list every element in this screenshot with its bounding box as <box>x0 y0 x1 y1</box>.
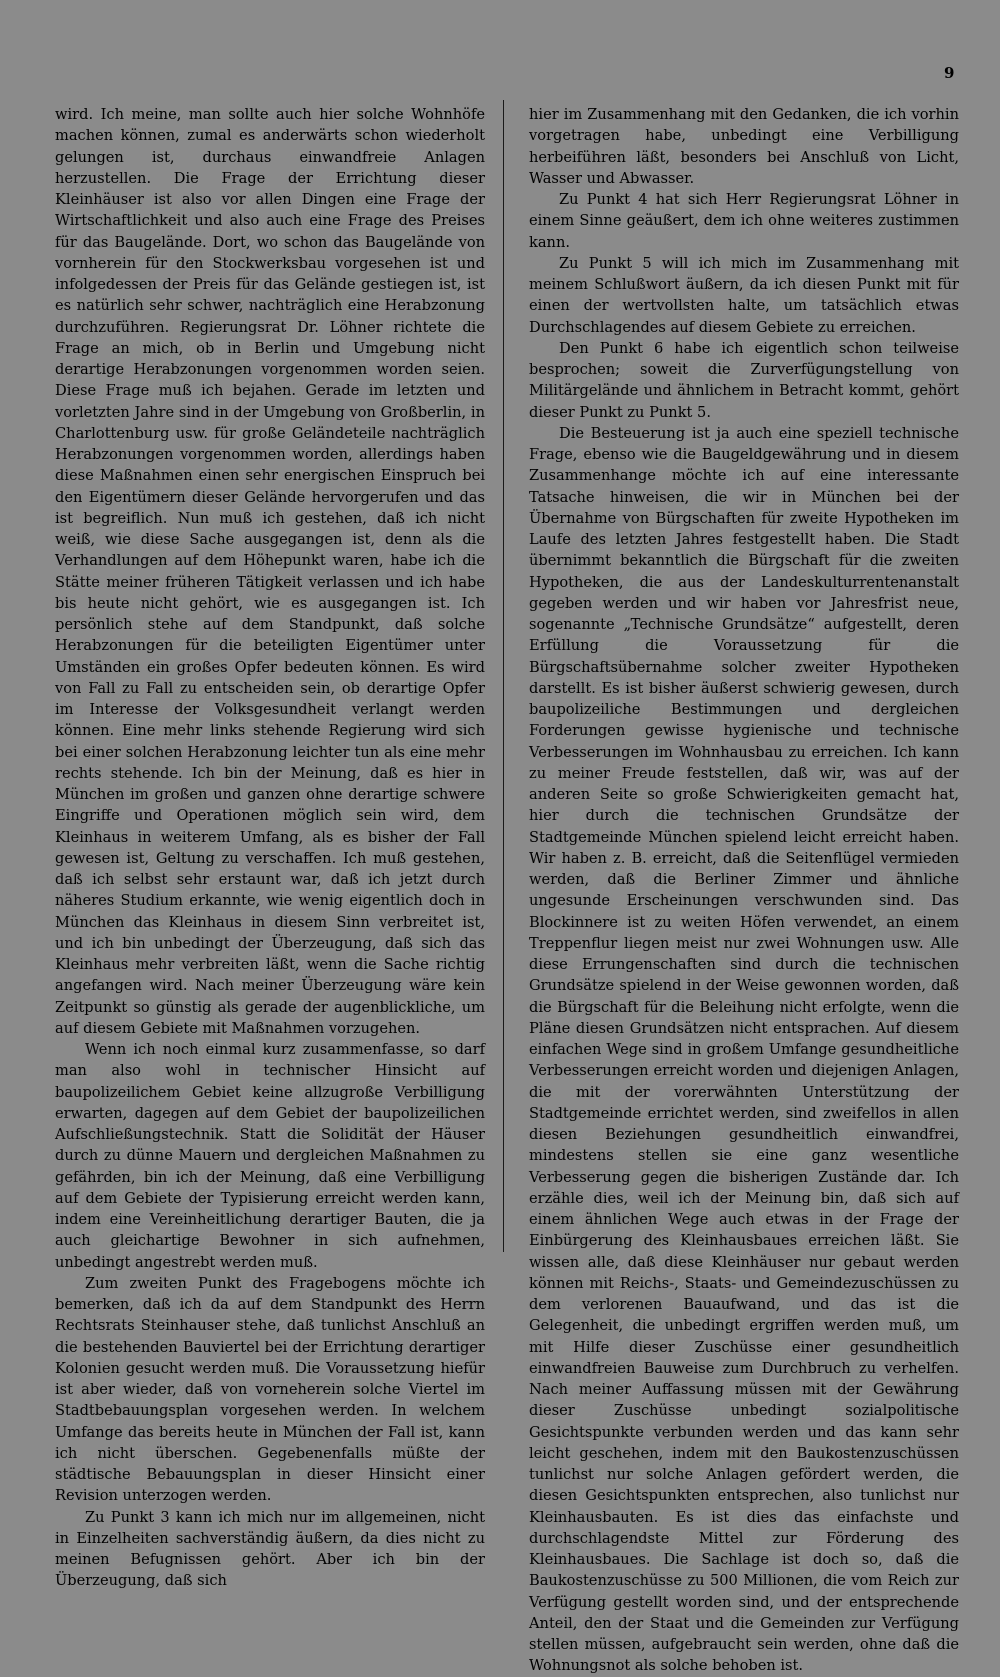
paragraph: Die Besteuerung ist ja auch eine speziell technische Frage, ebenso wie die Baugeldgewährung und in diesem Zusammenhange möchte ich auf eine interessante Tatsache hinweisen, die wir in München bei der Übernahme von Bürgschaften für zweite Hypotheken im Laufe des letzten Jahres festgestellt haben. Die Stadt übernimmt bekanntlich die Bürgschaft für die zweiten Hypotheken, die aus der Landeskulturrentenanstalt gegeben werden und wir haben vor Jahresfrist neue, sogenannte „Technische Grundsätze“ aufgestellt, deren Erfüllung die Voraussetzung für die Bürgschaftsübernahme solcher zweiter Hypotheken darstellt. Es ist bisher äußerst schwierig gewesen, durch baupolizeiliche Bestimmungen und dergleichen Forderungen gewisse hygienische und technische Verbesserungen im Wohnhausbau zu erreichen. Ich kann zu meiner Freude feststellen, daß wir, was auf der anderen Seite so große Schwierigkeiten gemacht hat, hier durch die technischen Grundsätze der Stadtgemeinde München spielend leicht erreicht haben. Wir haben z. B. erreicht, daß die Seitenflügel vermieden werden, daß die Berliner Zimmer und ähnliche ungesunde Erscheinungen verschwunden sind. Das Blockinnere ist zu weiten Höfen verwendet, an einem Treppenflur liegen meist nur zwei Wohnungen usw. Alle diese Errungenschaften sind durch die technischen Grundsätze spielend in der Weise gewonnen worden, daß die Bürgschaft für die Beleihung nicht erfolgte, wenn die Pläne diesen Grundsätzen nicht entsprachen. Auf diesem einfachen Wege sind in großem Umfange gesundheitliche Verbesserungen erreicht worden und diejenigen Anlagen, die mit der vorerwähnten Unterstützung der Stadtgemeinde errichtet werden, sind zweifellos in allen diesen Beziehungen gesundheitlich einwandfrei, mindestens stellen sie eine ganz wesentliche Verbesserung gegen die bisherigen Zustände dar. Ich erzähle dies, weil ich der Meinung bin, daß sich auf einem ähnlichen Wege auch etwas in der Frage der Einbürgerung des Kleinhausbaues erreichen läßt. Sie wissen alle, daß diese Kleinhäuser nur gebaut werden können mit Reichs-, Staats- und Gemeindezuschüssen zu dem verlorenen Bauaufwand, und das ist die Gelegenheit, die unbedingt ergriffen werden muß, um mit Hilfe dieser Zuschüsse einer gesundheitlich einwandfreien Bauweise zum Durchbruch zu verhelfen. Nach meiner Auffassung müssen mit der Gewährung dieser Zuschüsse unbedingt sozialpolitische Gesichtspunkte verbunden werden und das kann sehr leicht geschehen, indem mit den Baukostenzuschüssen tunlichst nur solche Anlagen gefördert werden, die diesen Gesichtspunkten entsprechen, also tunlichst nur Kleinhausbauten. Es ist dies das einfachste und durchschlagendste Mittel zur Förderung des Kleinhausbaues. Die Sachlage ist doch so, daß die Baukostenzuschüsse zu 500 Millionen, die vom Reich zur Verfügung gestellt worden sind, und der entsprechende Anteil, den der Staat und die Gemeinden zur Verfügung stellen müssen, aufgebraucht sein werden, ohne daß die Wohnungsnot als solche behoben ist. <box>529 424 959 1675</box>
column-divider <box>503 100 504 1252</box>
right-column <box>529 104 959 1677</box>
page-number: 9 <box>944 64 955 82</box>
paragraph: hier im Zusammenhang mit den Gedanken, die ich vorhin vorgetragen habe, unbedingt eine Verbilligung herbeiführen läßt, besonders bei Anschluß von Licht, Wasser und Abwasser. <box>529 106 959 187</box>
left-column <box>55 104 485 1592</box>
paragraph: Zu Punkt 4 hat sich Herr Regierungsrat Löhner in einem Sinne geäußert, dem ich ohne weiteres zustimmen kann. <box>529 191 959 251</box>
paragraph: wird. Ich meine, man sollte auch hier solche Wohnhöfe machen können, zumal es anderwärts schon wiederholt gelungen ist, durchaus einwandfreie Anlagen herzustellen. Die Frage der Errichtung dieser Kleinhäuser ist also vor allen Dingen eine Frage der Wirtschaftlichkeit und also auch eine Frage des Preises für das Baugelände. Dort, wo schon das Baugelände von vornherein für den Stockwerksbau vorgesehen ist und infolgedessen der Preis für das Gelände gestiegen ist, ist es natürlich sehr schwer, nachträglich eine Herabzonung durchzuführen. Regierungsrat Dr. Löhner richtete die Frage an mich, ob in Berlin und Umgebung nicht derartige Herabzonungen vorgenommen worden seien. Diese Frage muß ich bejahen. Gerade im letzten und vorletzten Jahre sind in der Umgebung von Großberlin, in Charlottenburg usw. für große Geländeteile nachträglich Herabzonungen vorgenommen worden, allerdings haben diese Maßnahmen einen sehr energischen Einspruch bei den Eigentümern dieser Gelände hervorgerufen und das ist begreiflich. Nun muß ich gestehen, daß ich nicht weiß, wie diese Sache ausgegangen ist, denn als die Verhandlungen auf dem Höhepunkt waren, habe ich die Stätte meiner früheren Tätigkeit verlassen und ich habe bis heute nicht gehört, wie es ausgegangen ist. Ich persönlich stehe auf dem Standpunkt, daß solche Herabzonungen für die beteiligten Eigentümer unter Umständen ein großes Opfer bedeuten können. Es wird von Fall zu Fall zu entscheiden sein, ob derartige Opfer im Interesse der Volksgesundheit verlangt werden können. Eine mehr links stehende Regierung wird sich bei einer solchen Herabzonung leichter tun als eine mehr rechts stehende. Ich bin der Meinung, daß es hier in München im großen und ganzen ohne derartige schwere Eingriffe und Operationen möglich sein wird, dem Kleinhaus in weiterem Umfang, als es bisher der Fall gewesen ist, Geltung zu verschaffen. Ich muß gestehen, daß ich selbst sehr erstaunt war, daß ich jetzt durch näheres Studium erkannte, wie wenig eigentlich doch in München das Kleinhaus in diesem Sinn verbreitet ist, und ich bin unbedingt der Überzeugung, daß sich das Kleinhaus mehr verbreiten läßt, wenn die Sache richtig angefangen wird. Nach meiner Überzeugung wäre kein Zeitpunkt so günstig als gerade der augenblickliche, um auf diesem Gebiete mit Maßnahmen vorzugehen. <box>55 106 485 1037</box>
paragraph: Wenn ich noch einmal kurz zusammenfasse, so darf man also wohl in technischer Hinsicht auf baupolizeilichem Gebiet keine allzugroße Verbilligung erwarten, dagegen auf dem Gebiet der baupolizeilichen Aufschließungstechnik. Statt die Solidität der Häuser durch zu dünne Mauern und dergleichen Maßnahmen zu gefährden, bin ich der Meinung, daß eine Verbilligung auf dem Gebiete der Typisierung erreicht werden kann, indem eine Vereinheitlichung derartiger Bauten, die ja auch gleichartige Bewohner in sich aufnehmen, unbedingt angestrebt werden muß. <box>55 1041 485 1271</box>
paragraph: Den Punkt 6 habe ich eigentlich schon teilweise besprochen; soweit die Zurverfügungstellung von Militärgelände und ähnlichem in Betracht kommt, gehört dieser Punkt zu Punkt 5. <box>529 339 959 421</box>
paragraph: Zu Punkt 3 kann ich mich nur im allgemeinen, nicht in Einzelheiten sachverständig äußern, da dies nicht zu meinen Befugnissen gehört. Aber ich bin der Überzeugung, daß sich <box>55 1508 485 1590</box>
paragraph: Zu Punkt 5 will ich mich im Zusammenhang mit meinem Schlußwort äußern, da ich diesen Punkt mit für einen der wertvollsten halte, um tatsächlich etwas Durchschlagendes auf diesem Gebiete zu erreichen. <box>529 254 959 336</box>
paragraph: Zum zweiten Punkt des Fragebogens möchte ich bemerken, daß ich da auf dem Standpunkt des Herrn Rechtsrats Steinhauser stehe, daß tunlichst Anschluß an die bestehenden Bauviertel bei der Errichtung derartiger Kolonien gesucht werden muß. Die Voraussetzung hiefür ist aber wieder, daß von vorneherein solche Viertel im Stadtbebauungsplan vorgesehen werden. In welchem Umfange das bereits heute in München der Fall ist, kann ich nicht überschen. Gegebenenfalls müßte der städtische Bebauungsplan in dieser Hinsicht einer Revision unterzogen werden. <box>55 1274 485 1505</box>
